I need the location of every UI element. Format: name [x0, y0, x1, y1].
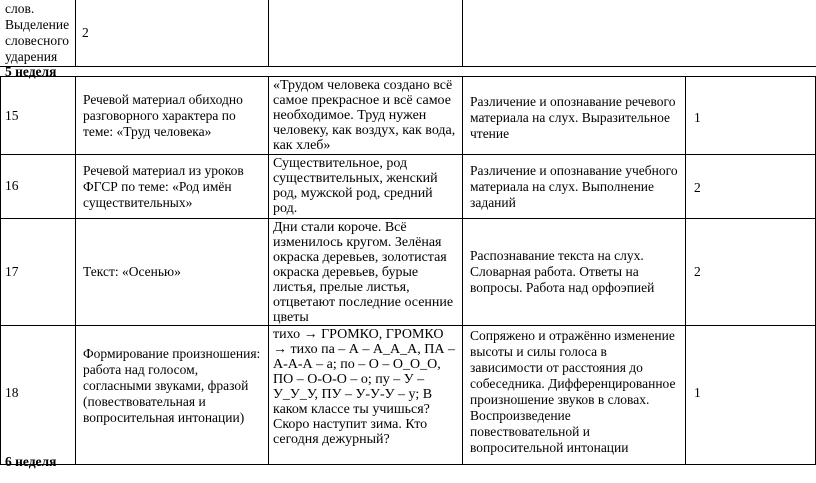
- topic-cell: Текст: «Осенью»: [83, 264, 181, 279]
- row-number: 17: [5, 264, 19, 279]
- hours-cell: 1: [694, 385, 701, 400]
- row-border: [0, 66, 816, 67]
- week-header: 5 неделя: [5, 64, 57, 79]
- material-cell: «Трудом человека создано всё самое прекрасное и всё самое необходимое. Труд нужен человеку, как воздух, как вода, как хлеб»: [273, 78, 456, 153]
- hours-cell: 2: [82, 25, 89, 40]
- activity-cell: Различение и опознавание речевого материала на слух. Выразительное чтение: [470, 94, 676, 141]
- material-cell: Дни стали короче. Всё изменилось кругом. Зелёная окраска деревьев, золотистая окраска деревьев, бурые листья, прелые листья, отцветают последние осенние цветы: [273, 220, 454, 325]
- row-number: 16: [5, 178, 19, 193]
- column-border: [462, 76, 463, 464]
- column-border: [0, 76, 1, 464]
- topic-cell: Речевой материал из уроков ФГСР по теме: «Род имён существительных»: [83, 163, 244, 210]
- column-border: [75, 0, 76, 66]
- topic-cell: Формирование произношения: работа над голосом, согласными звуками, фразой (повествовательная и вопросительная интонации): [83, 346, 261, 425]
- topic-cell: слов. Выделение словесного ударения: [5, 1, 70, 64]
- column-border: [685, 76, 686, 464]
- row-number: 15: [5, 108, 19, 123]
- row-border: [0, 325, 816, 326]
- week-header: 6 неделя: [5, 454, 57, 469]
- row-border: [0, 218, 816, 219]
- hours-cell: 2: [694, 180, 701, 195]
- column-border: [268, 76, 269, 464]
- activity-cell: Сопряжено и отражённо изменение высоты и силы голоса в зависимости от расстояния до собеседника. Дифференцированное произношение звуков в словах. Воспроизведение повествовательной и вопросительной интонации: [470, 328, 676, 455]
- material-cell: Существительное, род существительных, женский род, мужской род, средний род.: [273, 156, 438, 216]
- column-border: [75, 76, 76, 464]
- row-border: [0, 154, 816, 155]
- topic-cell: Речевой материал обиходно разговорного характера по теме: «Труд человека»: [83, 92, 243, 139]
- activity-cell: Распознавание текста на слух. Словарная работа. Ответы на вопросы. Работа над орфоэпией: [470, 248, 655, 295]
- column-border: [268, 0, 269, 66]
- hours-cell: 2: [694, 264, 701, 279]
- hours-cell: 1: [694, 110, 701, 125]
- row-border: [0, 76, 816, 77]
- activity-cell: Различение и опознавание учебного материала на слух. Выполнение заданий: [470, 163, 678, 210]
- column-border: [462, 0, 463, 66]
- row-border: [0, 464, 816, 465]
- row-number: 18: [5, 385, 19, 400]
- material-cell: тихо → ГРОМКО, ГРОМКО → тихо па – А – А_А_А, ПА – А-А-А – а; по – О – О_О_О, ПО – О-О-О – о; пу – У – У_У_У, ПУ – У-У-У – у; В каком классе ты учишься? Скоро наступит зима. Кто сегодня дежурный?: [273, 327, 455, 447]
